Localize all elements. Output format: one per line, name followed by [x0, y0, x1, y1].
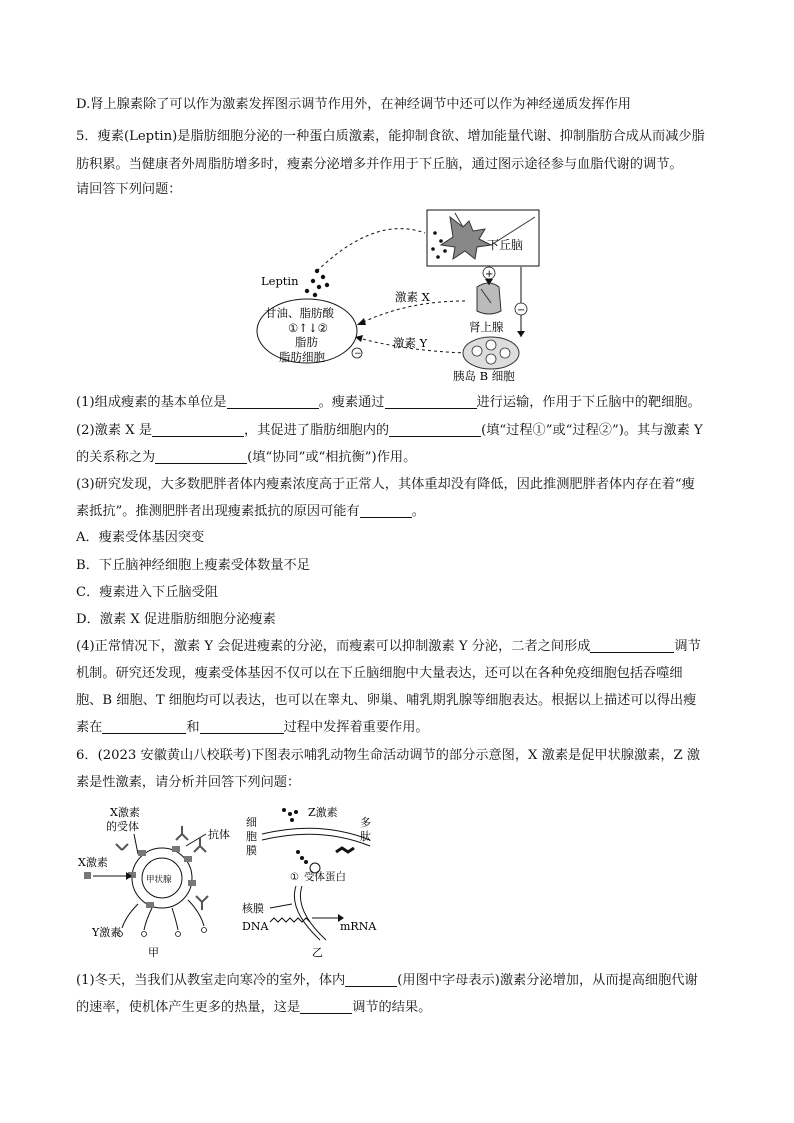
text: 调节 [674, 639, 701, 654]
diagram-caption: 甲 [148, 946, 159, 959]
answer-blank[interactable] [360, 502, 412, 518]
text: (填“协同”或“相抗衡”)作用。 [247, 450, 417, 465]
hormone-y-label: 激素 Y [393, 336, 428, 350]
question-5-4-cont: 胞、B 细胞、T 细胞均可以表达，也可以在睾丸、卵巢、哺乳期乳腺等细胞表达。根据以上描述可以得出瘦 [76, 693, 697, 708]
leptin-regulation-diagram [255, 205, 545, 385]
text: (1)冬天，当我们从教室走向寒冷的室外，体内 [76, 973, 346, 988]
step-1-label: ① [290, 872, 299, 883]
y-hormone-label: Y激素 [92, 926, 122, 939]
question-6-intro-cont: 素是性激素，请分析并回答下列问题： [76, 775, 301, 790]
process-arrows-label: ①↑↓② [288, 321, 328, 335]
question-5-2 [76, 421, 703, 441]
z-hormone-label: Z激素 [308, 806, 338, 819]
question-6-1-cont [76, 998, 431, 1018]
option-b: B．下丘脑神经细胞上瘦素受体数量不足 [76, 558, 310, 573]
answer-blank[interactable] [345, 971, 397, 987]
answer-blank[interactable] [300, 998, 352, 1014]
answer-blank[interactable] [200, 718, 284, 734]
option-c: C．瘦素进入下丘脑受阻 [76, 585, 218, 600]
adrenal-gland-icon [477, 283, 501, 314]
x-receptor-label: 的受体 [106, 820, 139, 833]
question-5-4-cont: 机制。研究还发现，瘦素受体基因不仅可以在下丘脑细胞中大量表达，还可以在各种免疫细胞包括吞噬细 [76, 666, 683, 681]
fat-label: 脂肪 [295, 335, 318, 349]
question-5-4 [76, 637, 701, 657]
leptin-label: Leptin [261, 274, 299, 288]
text: 素抵抗”。推测肥胖者出现瘦素抵抗的原因可能有 [76, 504, 360, 519]
text: (2)激素 X 是 [76, 423, 153, 438]
plus-sign: + [485, 269, 494, 280]
question-6-1 [76, 971, 698, 991]
question-5-intro: 5．瘦素(Leptin)是脂肪细胞分泌的一种蛋白质激素，能抑制食欲、增加能量代谢、抑制脂肪合成从而减少脂 [76, 129, 705, 144]
text: 和 [186, 720, 200, 735]
answer-blank[interactable] [389, 421, 481, 437]
answer-blank[interactable] [152, 421, 244, 437]
text: (填“过程①”或“过程②”)。其与激素 Y [481, 423, 703, 438]
text: 过程中发挥着重要作用。 [283, 720, 429, 735]
answer-blank[interactable] [102, 718, 186, 734]
text: 。瘦素通过 [318, 395, 385, 410]
option-a: A．瘦素受体基因突变 [76, 530, 205, 545]
thyroid-diagram [76, 800, 246, 960]
hypothalamus-label: 下丘脑 [487, 238, 524, 252]
antibody-label: 抗体 [208, 828, 230, 841]
minus-sign: − [517, 305, 526, 316]
text: 调节的结果。 [352, 1000, 432, 1015]
sex-hormone-diagram [240, 800, 400, 960]
thyroid-label: 甲状腺 [146, 875, 172, 885]
text: 进行运输，作用于下丘脑中的靶细胞。 [476, 395, 701, 410]
x-hormone-label: X激素 [78, 856, 108, 869]
question-5-2-cont [76, 448, 416, 468]
text: 。 [411, 504, 425, 519]
membrane-label: 胞 [246, 830, 257, 843]
answer-blank[interactable] [385, 393, 477, 409]
minus-sign: − [354, 349, 362, 359]
answer-blank[interactable] [227, 393, 319, 409]
hormone-x-label: 激素 X [395, 290, 430, 304]
x-receptor-label: X激素 [110, 806, 140, 819]
question-5-3-cont [76, 502, 425, 522]
text: (4)正常情况下，激素 Y 会促进瘦素的分泌，而瘦素可以抑制激素 Y 分泌，二者之间形成 [76, 639, 591, 654]
text: 的速率，使机体产生更多的热量，这是 [76, 1000, 301, 1015]
membrane-label: 细 [246, 816, 257, 829]
answer-blank[interactable] [590, 637, 674, 653]
receptor-label: 受体蛋白 [304, 871, 346, 883]
text: (用图中字母表示)激素分泌增加，从而提高细胞代谢 [397, 973, 698, 988]
dna-label: DNA [242, 920, 269, 933]
text: 素在 [76, 720, 103, 735]
adrenal-label: 肾上腺 [469, 320, 504, 334]
text-line: 请回答下列问题： [76, 182, 182, 197]
answer-blank[interactable] [155, 448, 247, 464]
text: 的关系称之为 [76, 450, 156, 465]
peptide-label: 多 [360, 816, 371, 829]
text-line: D.肾上腺素除了可以作为激素发挥图示调节作用外，在神经调节中还可以作为神经递质发挥作用 [76, 97, 631, 112]
question-6-intro: 6．(2023 安徽黄山八校联考)下图表示哺乳动物生命活动调节的部分示意图，X 激素是促甲状腺激素，Z 激 [76, 748, 701, 763]
peptide-label: 肽 [360, 830, 371, 843]
diagram-caption: 乙 [312, 946, 323, 959]
text-line: 肪积累。当健康者外周脂肪增多时，瘦素分泌增多并作用于下丘脑，通过图示途径参与血脂代谢的调节。 [76, 157, 683, 172]
nuclear-membrane-label: 核膜 [242, 902, 264, 915]
text: ，其促进了脂肪细胞内的 [244, 423, 390, 438]
glycerol-fatty-acid-label: 甘油、脂肪酸 [265, 306, 334, 320]
question-5-1 [76, 393, 701, 413]
membrane-label: 膜 [246, 844, 257, 857]
option-d: D．激素 X 促进脂肪细胞分泌瘦素 [76, 612, 276, 627]
text: (1)组成瘦素的基本单位是 [76, 395, 227, 410]
mrna-label: mRNA [340, 920, 377, 933]
islet-b-label: 胰岛 B 细胞 [453, 369, 515, 383]
question-5-4-cont [76, 718, 429, 738]
question-5-3: (3)研究发现，大多数肥胖者体内瘦素浓度高于正常人，其体重却没有降低，因此推测肥胖者体内存在着“瘦 [76, 477, 695, 492]
fat-cell-label: 脂肪细胞 [279, 350, 325, 364]
